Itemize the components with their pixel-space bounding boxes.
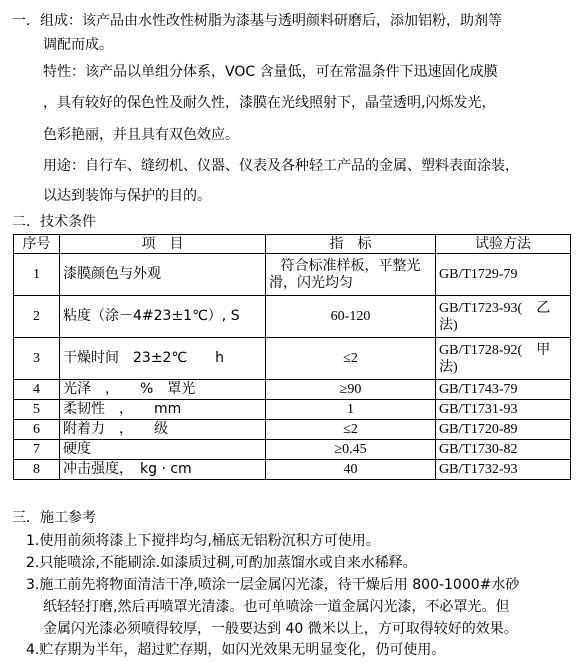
row-item: 干燥时间 23±2℃ h	[60, 338, 266, 380]
row-indicator: ≥90	[266, 380, 436, 400]
row-item: 附着力 ， 级	[60, 420, 266, 440]
row-no: 4	[14, 380, 60, 400]
application-line-1: 1.使用前须将漆上下搅拌均匀,桶底无铝粉沉积方可使用。	[26, 533, 380, 549]
row-item: 硬度	[60, 440, 266, 460]
row-item: 冲击强度， kg · cm	[60, 460, 266, 480]
method-line-1: GB/T1728-92( 甲	[439, 342, 551, 358]
features-line-2: ，具有较好的保色性及耐久性，漆膜在光线照射下，晶莹透明,闪烁发光，	[43, 95, 496, 111]
method-line-1: GB/T1723-93( 乙	[439, 300, 551, 316]
usage-line-2: 以达到装饰与保护的目的。	[43, 188, 211, 204]
row-item: 光泽 ， % 罩光	[60, 380, 266, 400]
table-row	[14, 296, 571, 338]
features-line-1: 特性：该产品以单组分体系，VOC 含量低，可在常温条件下迅速固化成膜	[43, 64, 498, 80]
features-line-3: 色彩艳丽，并且具有双色效应。	[43, 127, 239, 143]
row-method: GB/T1729-79	[436, 254, 571, 296]
header-item: 项 目	[60, 235, 266, 254]
row-method: GB/T1732-93	[436, 460, 571, 480]
application-line-6: 4.贮存期为半年，超过贮存期，如闪光效果无明显变化，仍可使用。	[26, 642, 446, 658]
row-indicator: 1	[266, 400, 436, 420]
row-method: GB/T1743-79	[436, 380, 571, 400]
tech-spec-table	[13, 234, 571, 480]
row-method: GB/T1731-93	[436, 400, 571, 420]
indicator-line-2: 滑，闪光均匀	[269, 274, 353, 291]
row-no: 6	[14, 420, 60, 440]
section-title-application: 三．施工参考	[12, 510, 96, 526]
row-indicator: ≥0.45	[266, 440, 436, 460]
usage-line-1: 用途：自行车、缝纫机、仪器、仪表及各种轻工产品的金属、塑料表面涂装，	[43, 158, 519, 174]
header-no: 序号	[14, 235, 60, 254]
table-row	[14, 254, 571, 296]
row-no: 3	[14, 338, 60, 380]
row-no: 8	[14, 460, 60, 480]
row-item: 柔韧性 ， mm	[60, 400, 266, 420]
header-method: 试验方法	[436, 235, 571, 254]
section-title-tech: 二．技术条件	[12, 214, 96, 230]
table-row	[14, 380, 571, 400]
row-indicator: ≤2	[266, 420, 436, 440]
row-method	[436, 338, 571, 380]
row-no: 5	[14, 400, 60, 420]
table-row	[14, 338, 571, 380]
row-indicator: 40	[266, 460, 436, 480]
row-no: 7	[14, 440, 60, 460]
composition-line-2: 调配而成。	[43, 37, 113, 53]
composition-line-1: 一．组成：该产品由水性改性树脂为漆基与透明颜料研磨后，添加铝粉，助剂等	[12, 13, 502, 29]
row-indicator: 60-120	[266, 296, 436, 338]
table-header-row	[14, 235, 571, 254]
row-method	[436, 296, 571, 338]
application-line-4: 纸轻轻打磨,然后再喷罩光清漆。也可单喷涂一道金属闪光漆，不必罩光。但	[43, 599, 510, 615]
row-method: GB/T1720-89	[436, 420, 571, 440]
row-indicator: ≤2	[266, 338, 436, 380]
row-method: GB/T1730-82	[436, 440, 571, 460]
row-item: 粘度（涂－4#23±1℃）, S	[60, 296, 266, 338]
row-indicator	[266, 254, 436, 296]
application-line-2: 2.只能喷涂,不能刷涂.如漆质过稠,可酌加蒸馏水或自来水稀释。	[26, 555, 417, 571]
table-row	[14, 440, 571, 460]
row-item: 漆膜颜色与外观	[60, 254, 266, 296]
application-line-3: 3.施工前先将物面清洁干净,喷涂一层金属闪光漆，待干燥后用 800-1000#水砂	[26, 577, 520, 593]
method-line-2: 法)	[439, 317, 458, 333]
application-line-5: 金属闪光漆必须喷得较厚，一般要达到 40 微米以上，方可取得较好的效果。	[43, 621, 518, 637]
table-row	[14, 460, 571, 480]
method-line-2: 法)	[439, 359, 458, 375]
row-no: 1	[14, 254, 60, 296]
indicator-line-1: 符合标准样板，平整光	[280, 257, 421, 274]
header-indicator: 指 标	[266, 235, 436, 254]
row-no: 2	[14, 296, 60, 338]
table-row	[14, 420, 571, 440]
table-row	[14, 400, 571, 420]
